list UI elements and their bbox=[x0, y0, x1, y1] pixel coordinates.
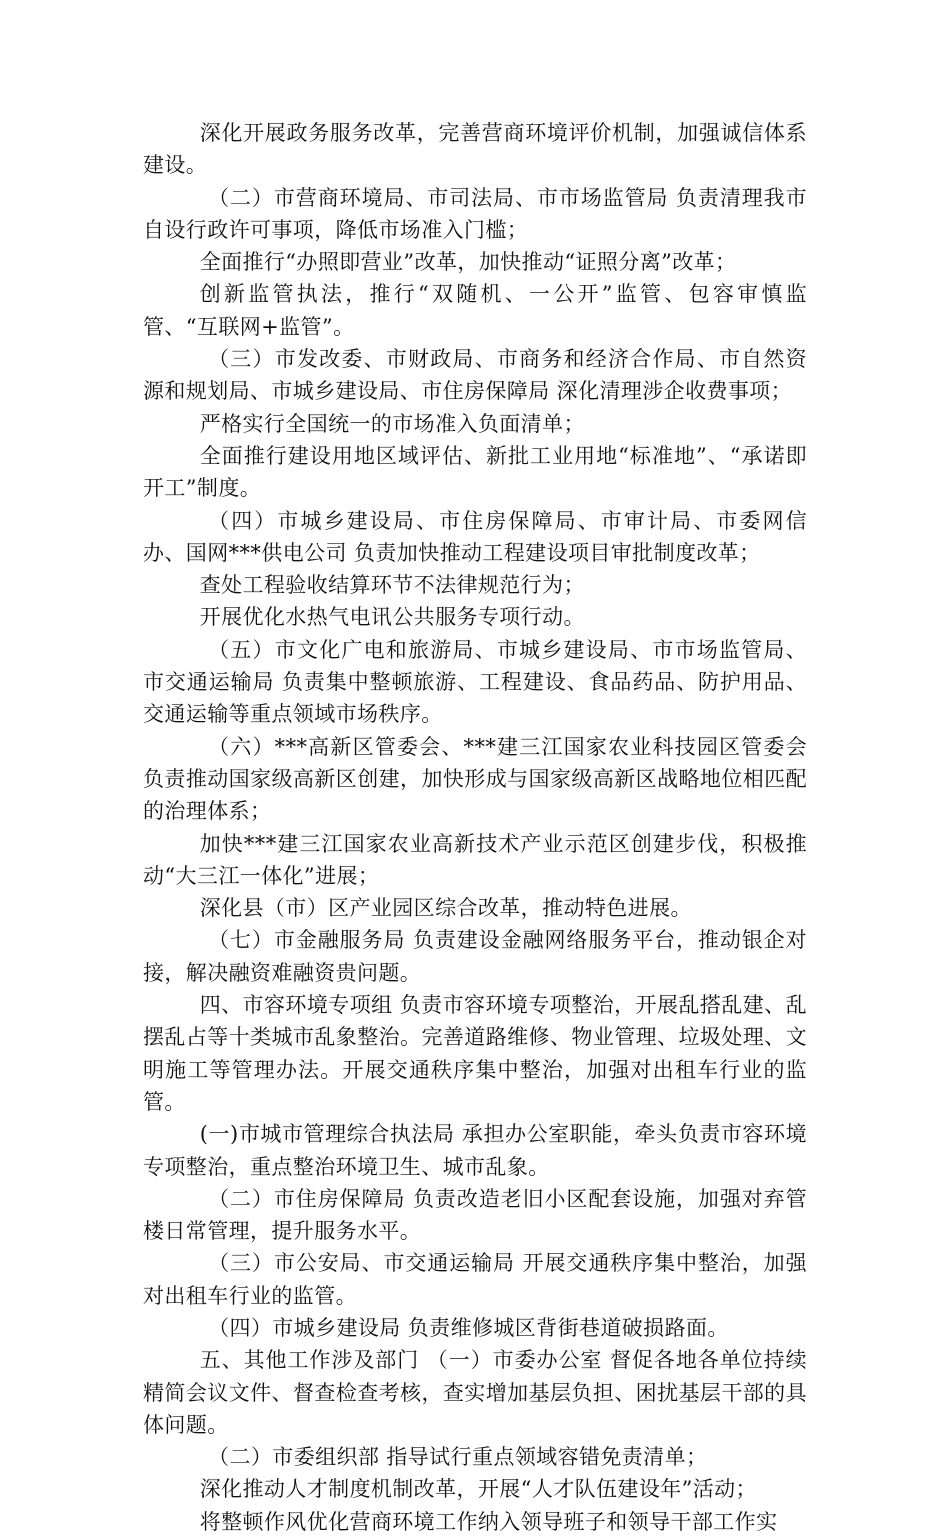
paragraph: 开展优化水热气电讯公共服务专项行动。 bbox=[199, 605, 585, 630]
paragraph: 查处工程验收结算环节不法律规范行为； bbox=[199, 573, 585, 598]
paragraph: 全面推行建设用地区域评估、新批工业用地“标准地”、“承诺即开工”制度。 bbox=[143, 443, 807, 501]
paragraph: 深化推动人才制度机制改革，开展“人才队伍建设年”活动； bbox=[199, 1477, 757, 1502]
paragraph: （五）市文化广电和旅游局、市城乡建设局、市市场监管局、市交通运输局 负责集中整顿旅游、工程建设、食品药品、防护用品、交通运输等重点领域市场秩序。 bbox=[143, 637, 807, 727]
paragraph: （二）市住房保障局 负责改造老旧小区配套设施，加强对弃管楼日常管理，提升服务水平。 bbox=[143, 1186, 807, 1244]
paragraph: （二）市委组织部 指导试行重点领域容错免责清单； bbox=[208, 1445, 708, 1470]
paragraph: 全面推行“办照即营业”改革，加快推动“证照分离”改革； bbox=[199, 250, 737, 275]
paragraph: 四、市容环境专项组 负责市容环境专项整治，开展乱搭乱建、乱摆乱占等十类城市乱象整治。完善道路维修、物业管理、垃圾处理、文明施工等管理办法。开展交通秩序集中整治，加强对出租车行业的监管。 bbox=[143, 993, 807, 1114]
paragraph: 加快***建三江国家农业高新技术产业示范区创建步伐，积极推动“大三江一体化”进展； bbox=[143, 831, 807, 888]
paragraph: 将整顿作风优化营商环境工作纳入领导班子和领导干部工作实 bbox=[199, 1509, 778, 1534]
paragraph: 五、其他工作涉及部门 （一）市委办公室 督促各地各单位持续精简会议文件、督查检查考核，查实增加基层负担、困扰基层干部的具体问题。 bbox=[143, 1348, 807, 1437]
paragraph: （三）市发改委、市财政局、市商务和经济合作局、市自然资源和规划局、市城乡建设局、市住房保障局 深化清理涉企收费事项； bbox=[143, 347, 807, 404]
paragraph: （七）市金融服务局 负责建设金融网络服务平台，推动银企对接，解决融资难融资贵问题。 bbox=[143, 928, 807, 985]
paragraph: （二）市营商环境局、市司法局、市市场监管局 负责清理我市自设行政许可事项，降低市场准入门槛； bbox=[143, 185, 807, 242]
paragraph: 严格实行全国统一的市场准入负面清单； bbox=[199, 411, 585, 436]
paragraph: 深化开展政务服务改革，完善营商环境评价机制，加强诚信体系建设。 bbox=[143, 121, 807, 178]
paragraph: 深化县（市）区产业园区综合改革，推动特色进展。 bbox=[199, 896, 692, 921]
paragraph: （四）市城乡建设局、市住房保障局、市审计局、市委网信办、国网***供电公司 负责加快推动工程建设项目审批制度改革； bbox=[143, 508, 807, 565]
paragraph: (一)市城市管理综合执法局 承担办公室职能，牵头负责市容环境专项整治，重点整治环境卫生、城市乱象。 bbox=[143, 1122, 807, 1179]
paragraph: （三）市公安局、市交通运输局 开展交通秩序集中整治，加强对出租车行业的监管。 bbox=[143, 1251, 807, 1308]
paragraph: （四）市城乡建设局 负责维修城区背街巷道破损路面。 bbox=[208, 1315, 729, 1340]
paragraph: （六）***高新区管委会、***建三江国家农业科技园区管委会 负责推动国家级高新区创建，加快形成与国家级高新区战略地位相匹配的治理体系； bbox=[143, 734, 807, 824]
paragraph: 创新监管执法，推行“双随机、一公开”监管、包容审慎监管、“互联网+监管”。 bbox=[143, 282, 807, 339]
document-body bbox=[143, 117, 807, 1538]
